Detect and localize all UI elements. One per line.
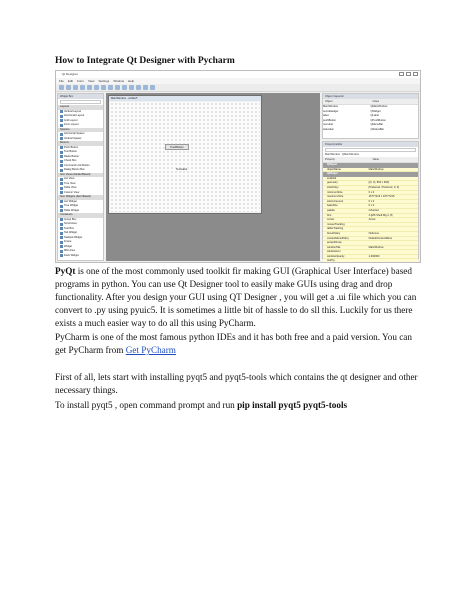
object-name: statusbar — [323, 127, 334, 131]
widget-icon — [60, 151, 63, 154]
pyqt-lead: PyQt — [55, 266, 76, 276]
widget-icon — [60, 223, 63, 226]
property-value: 0 x 0 — [368, 199, 375, 203]
property-name: objectName — [327, 167, 341, 171]
install-instruction-text: To install pyqt5 , open command prompt and run — [55, 400, 238, 410]
widget-label: Spacers — [60, 127, 70, 131]
widget-label: Form Layout — [64, 123, 79, 126]
widget-label: Group Box — [64, 217, 77, 221]
adjust-size-icon — [150, 85, 155, 90]
property-name: tabletTracking — [327, 227, 344, 231]
property-value — [369, 223, 418, 227]
layout-vertical-icon — [129, 85, 134, 90]
object-tree-row — [323, 128, 418, 133]
menu-item: Form — [77, 79, 85, 83]
class-column-header: Class — [372, 100, 379, 103]
widget-icon — [60, 191, 63, 194]
widget-label: Table Widget — [64, 208, 79, 212]
new-file-icon — [59, 85, 64, 90]
property-value: [Preferred, Preferred, 0, 0] — [368, 185, 399, 189]
widget-label: Horizontal Spacer — [64, 132, 85, 135]
toolbar — [56, 84, 420, 92]
widget-icon — [60, 187, 63, 190]
get-pycharm-link[interactable]: Get PyCharm — [125, 345, 176, 355]
widget-icon — [60, 218, 63, 221]
menu-item: Settings — [98, 79, 110, 83]
widget-label: Layouts — [60, 105, 70, 108]
property-value — [369, 227, 418, 231]
widget-icon — [60, 160, 63, 163]
tab-order-icon — [115, 85, 120, 90]
object-class: QPushButton — [370, 118, 386, 122]
widget-icon — [60, 110, 63, 113]
property-value — [369, 241, 418, 245]
menu-item: Window — [113, 79, 124, 83]
property-name: baseSize — [327, 204, 338, 208]
widget-label: Tool Button — [64, 150, 77, 153]
property-value — [369, 259, 418, 263]
object-name: centralwidget — [323, 109, 339, 113]
widget-label: Radio Button — [64, 154, 79, 158]
menu-item: Help — [127, 79, 135, 83]
widget-label: Dialog Button Box — [64, 168, 85, 171]
widget-list — [58, 105, 103, 258]
property-value: 16777215 x 16777215 — [368, 195, 395, 199]
property-name: toolTip — [327, 259, 335, 263]
widget-icon — [60, 124, 63, 127]
object-name: label — [323, 114, 329, 117]
widget-icon — [60, 182, 63, 185]
property-value: 0 x 0 — [368, 204, 375, 208]
minimize-icon — [399, 72, 404, 76]
form-text-label: TextLabel — [176, 168, 188, 171]
property-name: windowTitle — [327, 245, 341, 249]
property-name: QWidget — [327, 172, 338, 176]
intro-paragraph — [55, 265, 423, 330]
redo-icon — [87, 85, 92, 90]
widget-icon — [60, 119, 63, 122]
widget-icon — [60, 178, 63, 181]
widget-label: Table View — [64, 186, 77, 189]
widget-label: List View — [64, 177, 75, 180]
property-editor-subtitle: MainWindow : QMainWindow — [325, 153, 359, 156]
widget-label: Check Box — [64, 159, 77, 162]
property-list — [323, 163, 418, 263]
widget-icon — [60, 227, 63, 230]
widget-label: Vertical Layout — [64, 109, 82, 113]
widget-label: Vertical Spacer — [64, 136, 82, 140]
widget-box-panel — [57, 93, 104, 261]
widget-label: Item Views (Model-Based) — [60, 172, 91, 176]
widget-label: Widget — [64, 244, 73, 248]
object-class: QWidget — [370, 109, 381, 113]
install-intro-paragraph: First of all, lets start with installing pyqt5 and pyqt5-tools which contains the qt designer and other necessary things. — [55, 372, 418, 395]
widget-label: Buttons — [60, 141, 69, 144]
widget-label: Containers — [60, 213, 73, 216]
form-push-button: PushButton — [165, 144, 189, 150]
property-name: geometry — [327, 181, 338, 185]
object-inspector-panel — [322, 93, 419, 139]
property-column-header: Property — [325, 158, 335, 161]
object-class: QMenuBar — [370, 123, 384, 126]
layout-grid-icon — [136, 85, 141, 90]
object-class: QStatusBar — [370, 127, 384, 131]
widget-label: MDI Area — [64, 249, 75, 252]
maximize-icon — [406, 72, 411, 76]
edit-widgets-icon — [94, 85, 99, 90]
property-name: minimumSize — [327, 190, 343, 194]
widget-label: Command Link Button — [64, 163, 90, 167]
object-inspector-title: Object Inspector — [323, 94, 418, 99]
object-tree — [323, 105, 418, 132]
widget-label: Stacked Widget — [64, 235, 83, 239]
property-value: [(0, 0), 800 x 600] — [368, 181, 389, 185]
install-command: pip install pyqt5 pyqt5-tools — [237, 400, 348, 410]
property-value — [369, 177, 418, 181]
menu-item: Edit — [67, 79, 74, 83]
widget-icon — [60, 155, 63, 158]
open-file-icon — [66, 85, 71, 90]
form-window — [108, 95, 262, 214]
window-controls — [399, 72, 418, 76]
mdi-area — [106, 93, 320, 261]
widget-item — [58, 254, 103, 259]
widget-icon — [60, 133, 63, 136]
widget-filter-input — [60, 100, 101, 104]
widget-icon — [60, 146, 63, 149]
right-dock — [322, 93, 419, 261]
property-name: font — [327, 213, 332, 217]
widget-icon — [60, 137, 63, 140]
widget-label: List Widget — [64, 199, 77, 203]
widget-label: Tree Widget — [64, 204, 79, 207]
property-value: NoFocus — [368, 231, 379, 235]
property-editor-title: Property Editor — [323, 142, 418, 147]
object-class: QLabel — [370, 114, 379, 117]
pycharm-paragraph — [55, 331, 423, 357]
widget-icon — [60, 115, 63, 118]
buddy-icon — [108, 85, 113, 90]
property-name: contextMenuPolicy — [327, 236, 349, 240]
widget-icon — [60, 236, 63, 239]
close-icon — [413, 72, 418, 76]
widget-icon — [60, 254, 63, 257]
property-value — [369, 250, 418, 254]
layout-horizontal-icon — [122, 85, 127, 90]
window-title: Qt Designer — [62, 72, 79, 76]
undo-icon — [80, 85, 85, 90]
break-layout-icon — [143, 85, 148, 90]
menu-item: View — [88, 79, 95, 83]
property-name: acceptDrops — [327, 241, 342, 245]
qt-designer-screenshot — [55, 70, 421, 263]
property-name: maximumSize — [327, 195, 344, 199]
widget-label: Horizontal Layout — [64, 114, 85, 117]
object-name: MainWindow — [323, 105, 338, 108]
object-name: menubar — [323, 123, 334, 126]
widget-icon — [60, 250, 63, 253]
install-command-paragraph — [55, 399, 423, 412]
widget-label: Item Widgets (Item-Based) — [60, 195, 91, 198]
document-title: How to Integrate Qt Designer with Pycharm — [55, 56, 235, 66]
property-name: palette — [327, 208, 335, 212]
menu-item: File — [59, 79, 64, 83]
object-column-header: Object — [325, 100, 333, 103]
property-name: mouseTracking — [327, 222, 345, 226]
widget-label: Frame — [64, 240, 72, 243]
widget-label: Push Button — [64, 145, 79, 149]
widget-label: Tool Box — [64, 226, 74, 230]
property-value: 0 x 0 — [368, 190, 375, 194]
widget-icon — [60, 232, 63, 235]
property-value: 1.000000 — [368, 254, 380, 258]
property-value: Arrow — [368, 218, 376, 222]
widget-label: Dock Widget — [64, 253, 79, 257]
widget-label: Column View — [64, 190, 80, 194]
property-filter-input — [325, 148, 416, 152]
object-name: pushButton — [323, 118, 337, 122]
widget-icon — [60, 164, 63, 167]
property-row — [323, 259, 418, 263]
form-window-title: MainWindow - untitled* — [109, 96, 261, 101]
intro-text: is one of the most commonly used toolkit fir making GUI (Graphical User Interface) based programs in python. You can use Qt Designer tool to easily make GUIs using drag and drop functionality. After you design your GUI using QT Designer , you will get a .ui file which you can convert to .py using pyuic5. It is sometimes a little bit of hassle to do sll this. Luckily for us there exists a much easier way to do all this using PyCharm. — [55, 266, 417, 328]
property-value: Inherited — [368, 208, 379, 212]
property-name: cursor — [327, 218, 335, 222]
edit-signals-icon — [101, 85, 106, 90]
property-value: MainWindow — [368, 245, 384, 249]
widget-box-title: Widget Box — [58, 94, 103, 99]
widget-label: Grid Layout — [64, 118, 78, 122]
property-name: sizeIncrement — [327, 199, 344, 203]
property-value: MainWindow — [368, 167, 384, 171]
property-name: windowOpacity — [327, 254, 345, 258]
property-value: A [MS Shell Dlg 2, 8] — [368, 213, 393, 217]
window-titlebar — [56, 71, 420, 78]
property-name: QObject — [327, 163, 338, 166]
pycharm-text: PyCharm is one of the most famous python IDEs and it has both free and a paid version. You can get PyCharm from — [55, 332, 412, 355]
object-class: QMainWindow — [370, 105, 388, 108]
widget-icon — [60, 209, 63, 212]
widget-label: Scroll Area — [64, 222, 77, 225]
widget-label: Tab Widget — [64, 231, 77, 234]
widget-icon — [60, 205, 63, 208]
save-icon — [73, 85, 78, 90]
property-name: enabled — [327, 176, 337, 180]
widget-label: Tree View — [64, 181, 76, 185]
property-name: focusPolicy — [327, 231, 341, 235]
form-grid — [110, 102, 260, 212]
property-name: sizePolicy — [327, 185, 339, 189]
widget-icon — [60, 200, 63, 203]
property-value: DefaultContextMenu — [368, 236, 393, 240]
widget-icon — [60, 245, 63, 248]
property-editor-panel — [322, 141, 419, 263]
widget-icon — [60, 241, 63, 244]
value-column-header: Value — [372, 158, 379, 161]
widget-icon — [60, 169, 63, 172]
property-name: windowIcon — [327, 250, 341, 254]
